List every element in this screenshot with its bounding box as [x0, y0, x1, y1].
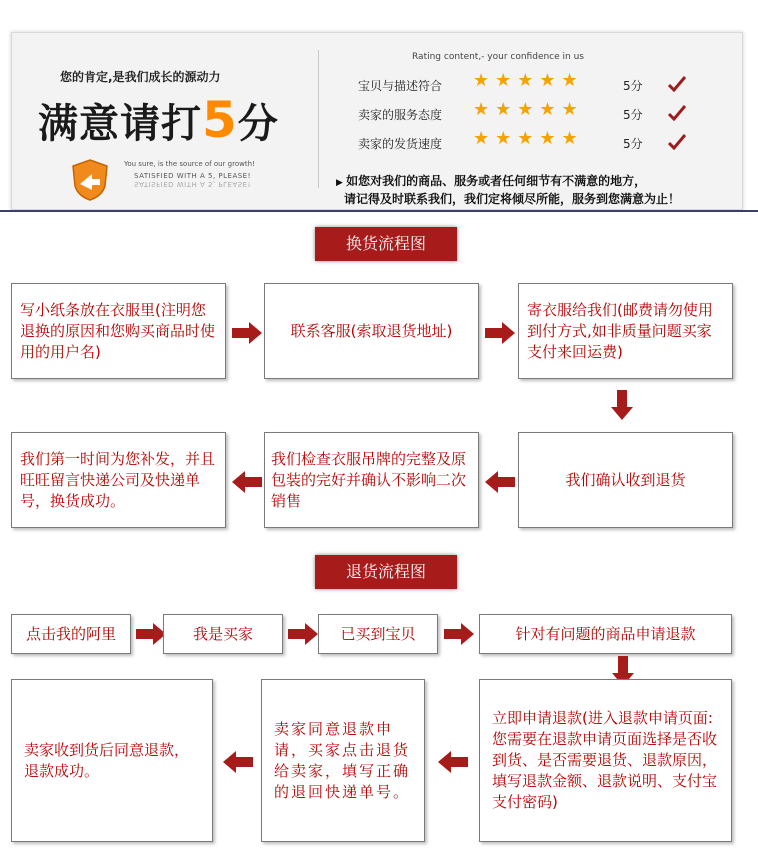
- arrow-right-icon: [232, 322, 262, 344]
- refund-step-5: 立即申请退款(进入退款申请页面:您需要在退款申请页面选择是否收到货、是否需要退货、退款原因，填写退款金额、退款说明、支付宝支付密码): [479, 679, 732, 842]
- refund-step-1: 点击我的阿里: [11, 614, 131, 654]
- shield-icon: [70, 158, 110, 202]
- rating-stars-service: ★★★★★: [473, 99, 584, 120]
- refund-step-6: 卖家同意退款申请，买家点击退货给卖家，填写正确的退回快递单号。: [261, 679, 425, 842]
- rating-score-shipping: 5分: [623, 137, 643, 151]
- banner-message-line-2: 请记得及时联系我们，我们定将倾尽所能，服务到您满意为止！: [344, 192, 681, 206]
- exchange-step-4: 我们确认收到退货: [518, 432, 733, 528]
- exchange-title: 换货流程图: [315, 227, 457, 261]
- arrow-right-icon: [136, 623, 166, 645]
- rating-score-service: 5分: [623, 108, 643, 122]
- banner-slogan: 您的肯定,是我们成长的源动力: [60, 70, 221, 84]
- check-icon: [668, 105, 686, 121]
- rating-label-description: 宝贝与描述符合: [358, 79, 443, 93]
- check-icon: [668, 134, 686, 150]
- arrow-left-icon: [438, 751, 468, 773]
- triangle-right-icon: ▶: [336, 178, 347, 188]
- refund-title: 退货流程图: [315, 555, 457, 589]
- banner-note-satisfied: SATISFIED WITH A 5, PLEASE!: [134, 172, 251, 180]
- rating-score-description: 5分: [623, 79, 643, 93]
- exchange-step-2: 联系客服(索取退货地址): [264, 283, 479, 379]
- arrow-right-icon: [485, 322, 515, 344]
- banner-headline: 满意请打5分: [38, 91, 279, 149]
- section-divider: [0, 210, 758, 212]
- banner-message-line-1: ▶ 如您对我们的商品、服务或者任何细节有不满意的地方，: [336, 174, 647, 188]
- refund-step-7: 卖家收到货后同意退款，退款成功。: [11, 679, 213, 842]
- exchange-step-6: 我们第一时间为您补发，并且旺旺留言快递公司及快递单号，换货成功。: [11, 432, 226, 528]
- rating-label-service: 卖家的服务态度: [358, 108, 443, 122]
- arrow-left-icon: [485, 471, 515, 493]
- arrow-left-icon: [232, 471, 262, 493]
- refund-step-3: 已买到宝贝: [318, 614, 438, 654]
- banner-note-growth: You sure, is the source of our growth!: [124, 160, 255, 168]
- rating-label-shipping: 卖家的发货速度: [358, 137, 443, 151]
- rating-header: Rating content,- your confidence in us: [412, 52, 584, 62]
- banner-note-reflection: SATISFIED WITH A 5, PLEASE!: [134, 180, 251, 188]
- arrow-down-icon: [611, 390, 633, 420]
- check-icon: [668, 76, 686, 92]
- exchange-step-1: 写小纸条放在衣服里(注明您退换的原因和您购买商品时使用的用户名): [11, 283, 226, 379]
- refund-step-2: 我是买家: [163, 614, 283, 654]
- exchange-step-3: 寄衣服给我们(邮费请勿使用到付方式,如非质量问题买家支付来回运费): [518, 283, 733, 379]
- rating-stars-shipping: ★★★★★: [473, 128, 584, 149]
- arrow-left-icon: [223, 751, 253, 773]
- banner-divider: [318, 50, 319, 188]
- rating-stars-description: ★★★★★: [473, 70, 584, 91]
- refund-step-4: 针对有问题的商品申请退款: [479, 614, 732, 654]
- arrow-right-icon: [444, 623, 474, 645]
- exchange-step-5: 我们检查衣服吊牌的完整及原包装的完好并确认不影响二次销售: [264, 432, 479, 528]
- arrow-right-icon: [288, 623, 318, 645]
